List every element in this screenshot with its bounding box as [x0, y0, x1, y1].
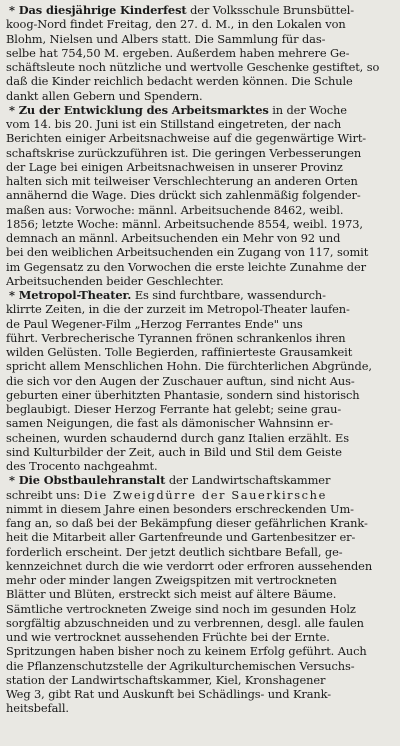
- text-line: halten sich mit teilweiser Verschlechterung an anderen Orten: [6, 174, 358, 188]
- article-first-line: [6, 103, 394, 117]
- article-first-line: [6, 3, 394, 17]
- article-headline: * Das diesjährige Kinderfest: [9, 3, 187, 17]
- article-metropol: [6, 288, 394, 473]
- article-first-line: [6, 288, 394, 302]
- text-line: führt. Verbrecherische Tyrannen frönen schrankenlos ihren: [6, 330, 346, 345]
- article-intro-line: [6, 488, 394, 502]
- text-line: des Trocento nachgeahmt.: [6, 459, 158, 473]
- text-line: nimmt in diesem Jahre einen besonders erschreckenden Um-: [6, 501, 354, 516]
- text-line: schaftskrise zurückzuführen ist. Die geringen Verbesserungen: [6, 145, 362, 160]
- article-first-line: [6, 473, 394, 487]
- text-line: im Gegensatz zu den Vorwochen die erste leichte Zunahme der: [6, 259, 366, 274]
- text-line: wilden Gelüsten. Tolle Begierden, raffinierteste Grausamkeit: [6, 345, 353, 359]
- text-line: de Paul Wegener-Film „Herzog Ferrantes Ende" uns: [6, 316, 303, 331]
- text-line: scheinen, wurden schaudernd durch ganz Italien erzählt. Es: [6, 430, 349, 445]
- text-line: und wie vertrocknet aussehenden Früchte bei der Ernte.: [6, 630, 330, 644]
- text-line: annähernd die Wage. Dies drückt sich zahlenmäßig folgender-: [6, 188, 361, 203]
- text-line: demnach an männl. Arbeitsuchenden ein Mehr von 92 und: [6, 231, 341, 245]
- text-line: dankt allen Gebern und Spendern.: [6, 88, 203, 103]
- text-line: der Lage bei einigen Arbeitsnachweisen in unserer Provinz: [6, 159, 343, 174]
- text-line: schäftsleute noch nützliche und wertvolle Geschenke gestiftet, so: [6, 60, 380, 74]
- article-headline-rest: Es sind furchtbare, wassendurch-: [131, 288, 326, 302]
- text-line: heitsbefall.: [6, 701, 69, 716]
- text-line: heit die Mitarbeit aller Gartenfreunde und Gartenbesitzer er-: [6, 530, 356, 545]
- text-line: Weg 3, gibt Rat und Auskunft bei Schädlings- und Krank-: [6, 687, 331, 701]
- article-headline: * Die Obstbaulehranstalt: [9, 473, 166, 488]
- article-headline-rest: der Landwirtschaftskammer: [165, 473, 331, 488]
- text-line: daß die Kinder reichlich bedacht werden können. Die Schule: [6, 74, 353, 89]
- text-line: station der Landwirtschaftskammer, Kiel, Kronshagener: [6, 672, 326, 687]
- article-headline: * Metropol-Theater.: [9, 288, 132, 302]
- text-line: maßen aus: Vorwoche: männl. Arbeitsuchende 8462, weibl.: [6, 202, 344, 217]
- article-kinderfest: [6, 3, 394, 103]
- text-line: vom 14. bis 20. Juni ist ein Stillstand eingetreten, der nach: [6, 117, 342, 131]
- text-line: beglaubigt. Dieser Herzog Ferrante hat gelebt; seine grau-: [6, 402, 342, 416]
- text-line: Blätter und Blüten, erstreckt sich meist auf ältere Bäume.: [6, 587, 337, 602]
- text-line: selbe hat 754,50 M. ergeben. Außerdem haben mehrere Ge-: [6, 45, 350, 60]
- text-line: koog-Nord findet Freitag, den 27. d. M., in den Lokalen von: [6, 17, 346, 32]
- article-intro: schreibt uns:: [6, 487, 84, 502]
- text-line: sind Kulturbilder der Zeit, auch in Bild und Stil dem Geiste: [6, 444, 342, 459]
- article-headline-rest: in der Woche: [268, 102, 347, 117]
- text-line: samen Neigungen, die fast als dämonischer Wahnsinn er-: [6, 416, 333, 431]
- text-line: die Pflanzenschutzstelle der Agrikulturchemischen Versuchs-: [6, 658, 355, 673]
- article-headline: * Zu der Entwicklung des Arbeitsmarktes: [9, 102, 269, 117]
- text-line: Berichten einiger Arbeitsnachweise auf die gegenwärtige Wirt-: [6, 131, 367, 146]
- text-line: Blohm, Nielsen und Albers statt. Die Sammlung für das-: [6, 31, 326, 46]
- text-line: fang an, so daß bei der Bekämpfung dieser gefährlichen Krank-: [6, 516, 368, 530]
- text-line: geburten einer überhitzten Phantasie, sondern sind historisch: [6, 387, 360, 402]
- article-headline-rest: der Volksschule Brunsbüttel-: [186, 3, 355, 17]
- text-line: Arbeitsuchenden beider Geschlechter.: [6, 273, 224, 288]
- text-line: spricht allem Menschlichen Hohn. Die fürchterlichen Abgründe,: [6, 359, 372, 374]
- text-line: bei den weiblichen Arbeitsuchenden ein Zugang von 117, somit: [6, 245, 369, 260]
- text-line: die sich vor den Augen der Zuschauer auftun, sind nicht Aus-: [6, 373, 355, 388]
- text-line: klirrte Zeiten, in die der zurzeit im Metropol-Theater laufen-: [6, 302, 350, 317]
- article-intro-spaced: Die Zweigdürre der Sauerkirsche: [83, 487, 327, 502]
- text-line: kennzeichnet durch die wie verdorrt oder erfroren aussehenden: [6, 558, 373, 573]
- article-arbeitsmarkt: [6, 103, 394, 288]
- text-line: sorgfältig abzuschneiden und zu verbrennen, desgl. alle faulen: [6, 615, 364, 630]
- article-obstbau: [6, 473, 394, 715]
- text-line: Sämtliche vertrockneten Zweige sind noch im gesunden Holz: [6, 601, 356, 616]
- text-line: Spritzungen haben bisher noch zu keinem Erfolg geführt. Auch: [6, 644, 367, 659]
- text-line: 1856; letzte Woche: männl. Arbeitsuchende 8554, weibl. 1973,: [6, 216, 363, 231]
- text-line: forderlich erscheint. Der jetzt deutlich sichtbare Befall, ge-: [6, 544, 343, 559]
- text-line: mehr oder minder langen Zweigspitzen mit vertrockneten: [6, 573, 337, 587]
